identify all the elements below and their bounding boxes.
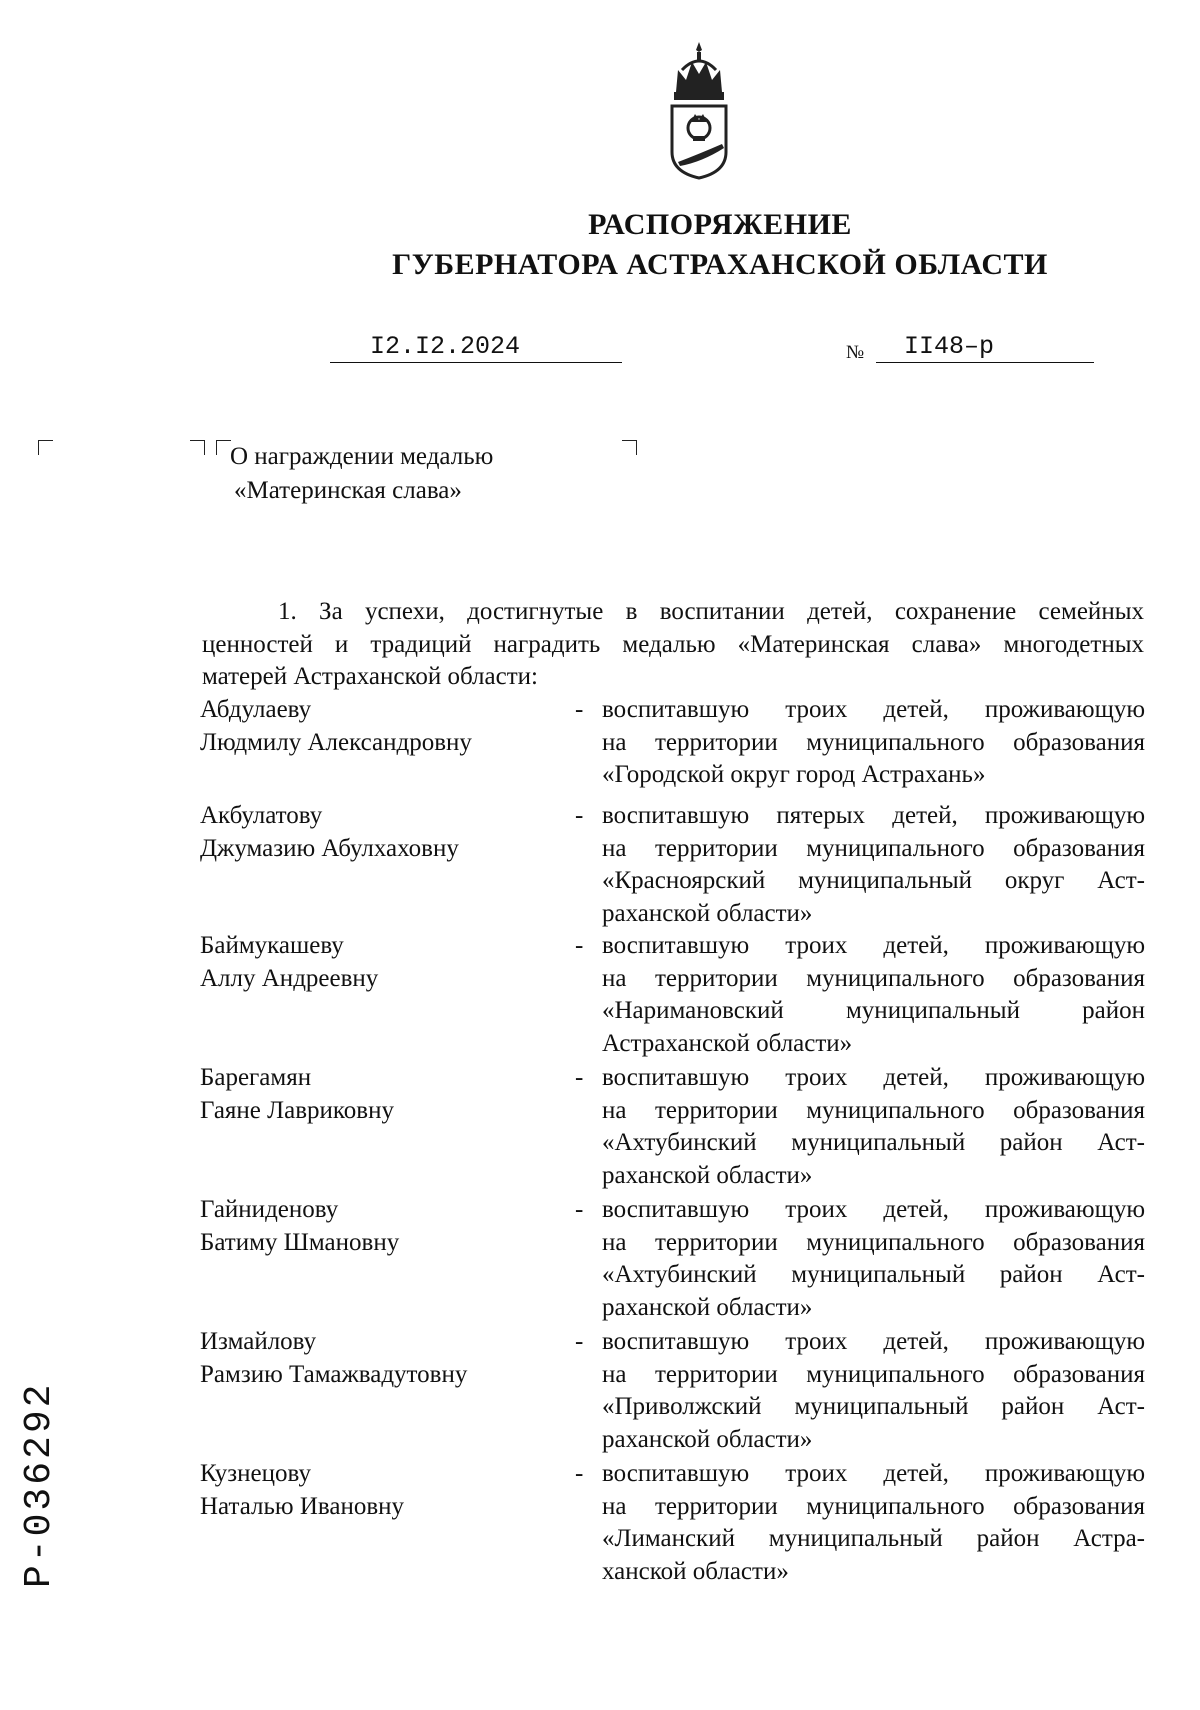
dash-separator: -	[575, 802, 584, 829]
dash-separator: -	[575, 1196, 584, 1223]
awardee-name	[200, 1326, 467, 1391]
awardee-description	[602, 1458, 1145, 1588]
description-line: «Красноярский муниципальный округ Аст-	[602, 867, 1145, 894]
description-line: воспитавшую троих детей, проживающую	[602, 696, 1145, 723]
subject-line: О награждении медалью	[230, 443, 494, 470]
dash-separator: -	[575, 696, 584, 723]
document-subtitle: ГУБЕРНАТОРА АСТРАХАНСКОЙ ОБЛАСТИ	[392, 248, 1048, 281]
awardee-description	[602, 1326, 1145, 1456]
awardee-surname: Барегамян	[200, 1064, 312, 1091]
awardee-name	[200, 1062, 394, 1127]
paragraph-line: ценностей и традиций наградить медалью «Материнская слава» многодетных	[202, 630, 1144, 658]
description-line: «Приволжский муниципальный район Аст-	[602, 1393, 1145, 1420]
awardee-name	[200, 930, 378, 995]
awardee-surname: Акбулатову	[200, 802, 323, 829]
description-line: воспитавшую троих детей, проживающую	[602, 1460, 1145, 1487]
description-line: «Ахтубинский муниципальный район Аст-	[602, 1129, 1145, 1156]
corner-mark	[38, 440, 53, 455]
serial-number: Р-036292	[18, 1381, 61, 1588]
description-line: на территории муниципального образования	[602, 834, 1145, 862]
dash-separator: -	[575, 1460, 584, 1487]
awardee-surname: Гайниденову	[200, 1196, 339, 1223]
description-line: раханской области»	[602, 1293, 813, 1321]
awardee-description	[602, 1194, 1145, 1324]
awardee-surname: Абдулаеву	[200, 696, 312, 723]
dash-separator: -	[575, 932, 584, 959]
description-line: воспитавшую пятерых детей, проживающую	[602, 802, 1145, 829]
description-line: на территории муниципального образования	[602, 1096, 1145, 1124]
awardee-name	[200, 1194, 399, 1259]
document-title: РАСПОРЯЖЕНИЕ	[588, 208, 852, 241]
description-line: ханской области»	[602, 1557, 789, 1585]
description-line: раханской области»	[602, 1161, 813, 1189]
date-field	[330, 332, 622, 363]
awardee-description	[602, 800, 1145, 930]
subject-line: «Материнская слава»	[234, 477, 462, 504]
description-line: «Наримановский муниципальный район	[602, 997, 1145, 1024]
awardee-given-names: Батиму Шмановну	[200, 1228, 400, 1256]
description-line: на территории муниципального образования	[602, 1492, 1145, 1520]
awardee-given-names: Аллу Андреевну	[200, 964, 379, 992]
corner-mark	[216, 440, 231, 455]
awardee-given-names: Рамзию Тамажвадутовну	[200, 1360, 468, 1388]
awardee-given-names: Джумазию Абулхаховну	[200, 834, 459, 862]
paragraph-line: матерей Астраханской области:	[202, 663, 538, 690]
dash-separator: -	[575, 1064, 584, 1091]
paragraph-line: 1. За успехи, достигнутые в воспитании детей, сохранение семейных	[278, 598, 1144, 625]
description-line: воспитавшую троих детей, проживающую	[602, 1064, 1145, 1091]
awardee-given-names: Наталью Ивановну	[200, 1492, 405, 1520]
dash-separator: -	[575, 1328, 584, 1355]
awardee-description	[602, 694, 1145, 792]
corner-mark	[190, 440, 205, 455]
awardee-surname: Баймукашеву	[200, 932, 344, 959]
description-line: Астраханской области»	[602, 1029, 853, 1057]
description-line: раханской области»	[602, 1425, 813, 1453]
awardee-name	[200, 800, 459, 865]
description-line: «Ахтубинский муниципальный район Аст-	[602, 1261, 1145, 1288]
description-line: «Городской округ город Астрахань»	[602, 761, 986, 788]
coat-of-arms-emblem	[664, 40, 734, 180]
description-line: на территории муниципального образования	[602, 1228, 1145, 1256]
awardee-description	[602, 930, 1145, 1060]
main-paragraph	[202, 596, 1144, 694]
awardee-surname: Измайлову	[200, 1328, 317, 1355]
awardee-description	[602, 1062, 1145, 1192]
awardee-name	[200, 694, 472, 759]
number-sign: №	[846, 342, 865, 363]
description-line: воспитавшую троих детей, проживающую	[602, 932, 1145, 959]
awardee-given-names: Людмилу Александровну	[200, 728, 472, 756]
description-line: воспитавшую троих детей, проживающую	[602, 1196, 1145, 1223]
awardee-name	[200, 1458, 404, 1523]
document-subject	[230, 440, 493, 508]
description-line: воспитавшую троих детей, проживающую	[602, 1328, 1145, 1355]
awardee-given-names: Гаяне Лавриковну	[200, 1096, 394, 1124]
document-date: I2.I2.2024	[370, 332, 521, 361]
description-line: «Лиманский муниципальный район Астра-	[602, 1525, 1145, 1552]
description-line: на территории муниципального образования	[602, 1360, 1145, 1388]
description-line: на территории муниципального образования	[602, 964, 1145, 992]
description-line: на территории муниципального образования	[602, 728, 1145, 756]
description-line: раханской области»	[602, 899, 813, 927]
awardee-surname: Кузнецову	[200, 1460, 311, 1487]
document-number: II48–р	[904, 332, 995, 361]
number-field	[876, 332, 1094, 363]
corner-mark	[622, 440, 637, 455]
